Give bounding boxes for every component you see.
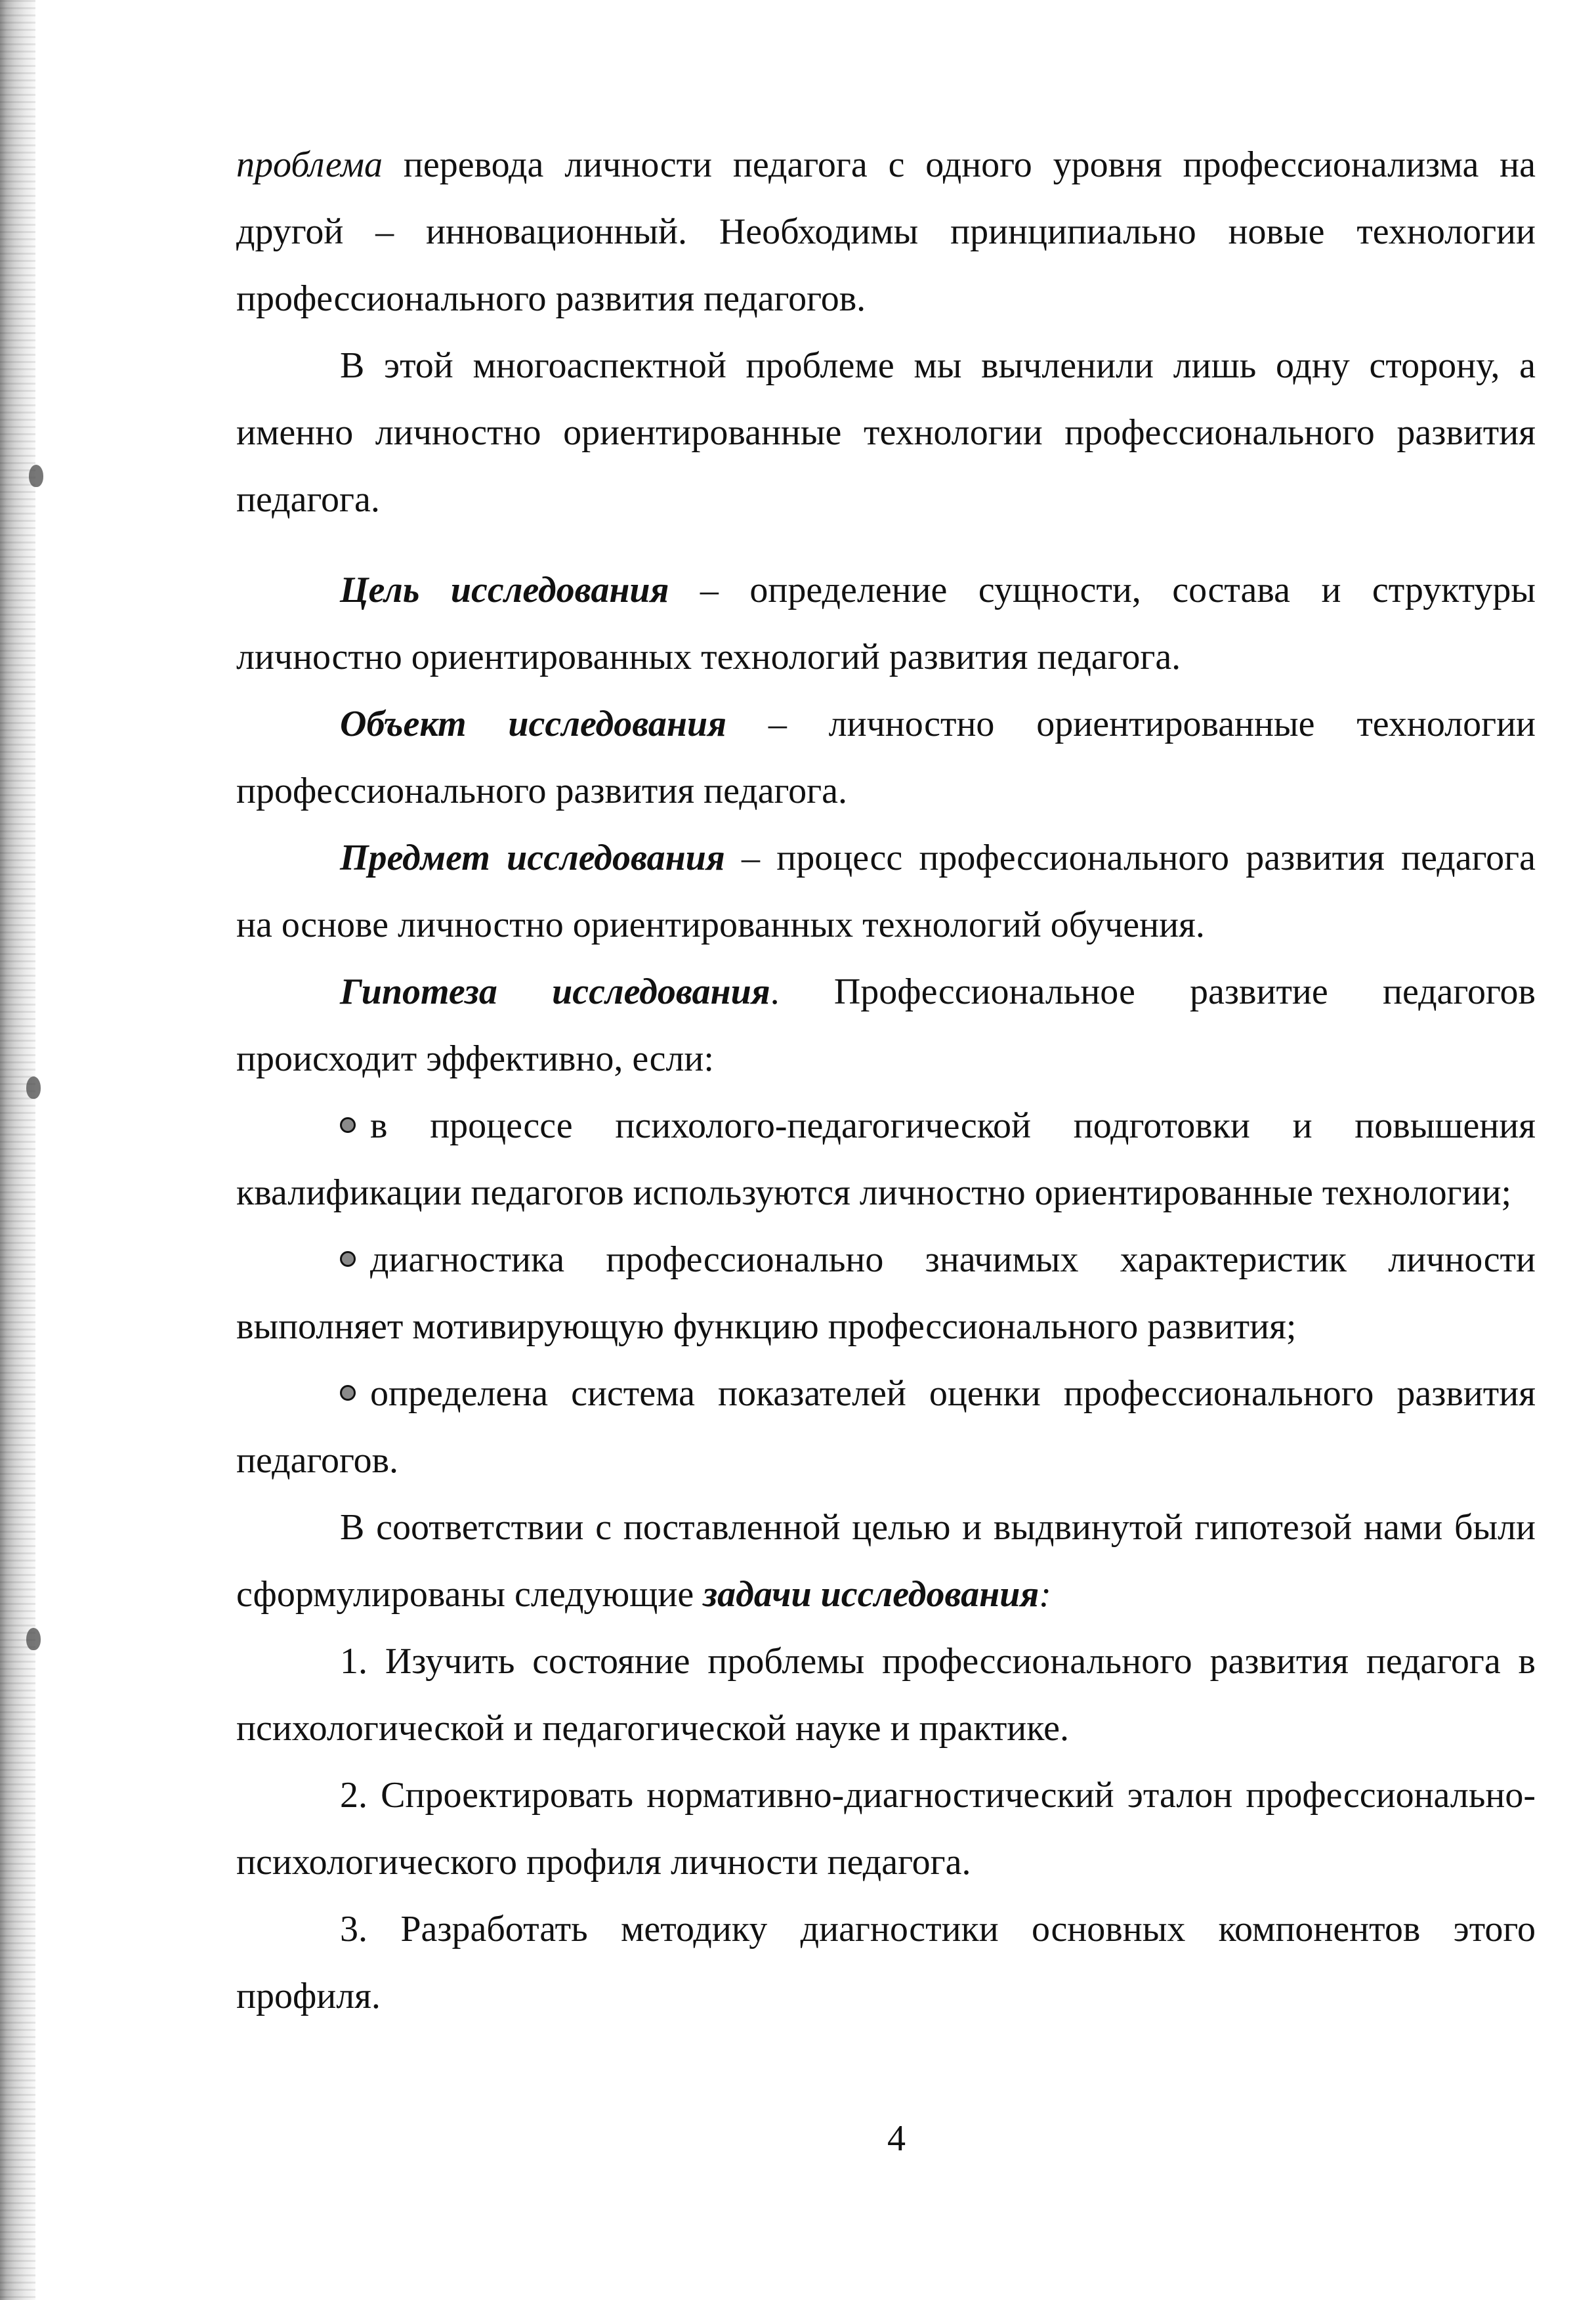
paragraph-aspect: В этой многоаспектной проблеме мы вычленили лишь одну сторону, а именно личностно ориентированные технологии профессионального развития педагога.: [236, 345, 1536, 520]
bullet-item: [236, 1226, 1536, 1360]
paragraph-goal: [236, 557, 1536, 691]
problem-term: проблема: [236, 144, 383, 185]
scan-edge-shadow: [0, 0, 35, 2300]
binding-hole-mark: [26, 1076, 41, 1099]
problem-text: перевода личности педагога с одного уровня профессионализма на другой – инновационный. Необходимы принципиально новые технологии профессионального развития педагогов.: [236, 144, 1536, 319]
page-number: 4: [887, 2118, 906, 2159]
bullet-item: [236, 1092, 1536, 1226]
bullet-icon: [340, 1385, 356, 1401]
paragraph-problem: [236, 131, 1536, 332]
paragraph-tasks-intro: [236, 1494, 1536, 1628]
task-item: 2. Спроектировать нормативно-диагностический эталон профессионально-психологического профиля личности педагога.: [236, 1775, 1536, 1883]
paragraph-subject: [236, 824, 1536, 958]
subject-text: – процесс профессионального развития педагога на основе личностно ориентированных технологий обучения.: [236, 838, 1536, 945]
paragraph-object: [236, 691, 1536, 824]
hypothesis-term: Гипотеза исследования: [340, 971, 770, 1012]
binding-hole-mark: [26, 1628, 41, 1650]
tasks-term: задачи исследования: [703, 1574, 1040, 1615]
task-item: 1. Изучить состояние проблемы профессионального развития педагога в психологической и педагогической науке и практике.: [236, 1641, 1536, 1749]
bullet-text: в процессе психолого-педагогической подготовки и повышения квалификации педагогов используются личностно ориентированные технологии;: [236, 1105, 1536, 1213]
bullet-icon: [340, 1117, 356, 1133]
document-page: [236, 131, 1536, 2030]
goal-term: Цель исследования: [340, 570, 669, 610]
bullet-item: [236, 1360, 1536, 1494]
goal-text: – определение сущности, состава и структуры личностно ориентированных технологий развития педагога.: [236, 570, 1536, 677]
object-text: – личностно ориентированные технологии профессионального развития педагога.: [236, 704, 1536, 811]
binding-hole-mark: [29, 465, 43, 487]
subject-term: Предмет исследования: [340, 838, 725, 878]
task-item: 3. Разработать методику диагностики основных компонентов этого профиля.: [236, 1909, 1536, 2016]
tasks-intro-text: В соответствии с поставленной целью и выдвинутой гипотезой нами были сформулированы следующие: [236, 1507, 1536, 1615]
hypothesis-text: . Профессиональное развитие педагогов происходит эффективно, если:: [236, 971, 1536, 1079]
bullet-text: определена система показателей оценки профессионального развития педагогов.: [236, 1373, 1536, 1481]
tasks-colon: :: [1039, 1574, 1051, 1615]
paragraph-hypothesis: [236, 958, 1536, 1092]
bullet-text: диагностика профессионально значимых характеристик личности выполняет мотивирующую функцию профессионального развития;: [236, 1239, 1536, 1347]
object-term: Объект исследования: [340, 704, 726, 744]
bullet-icon: [340, 1251, 356, 1267]
